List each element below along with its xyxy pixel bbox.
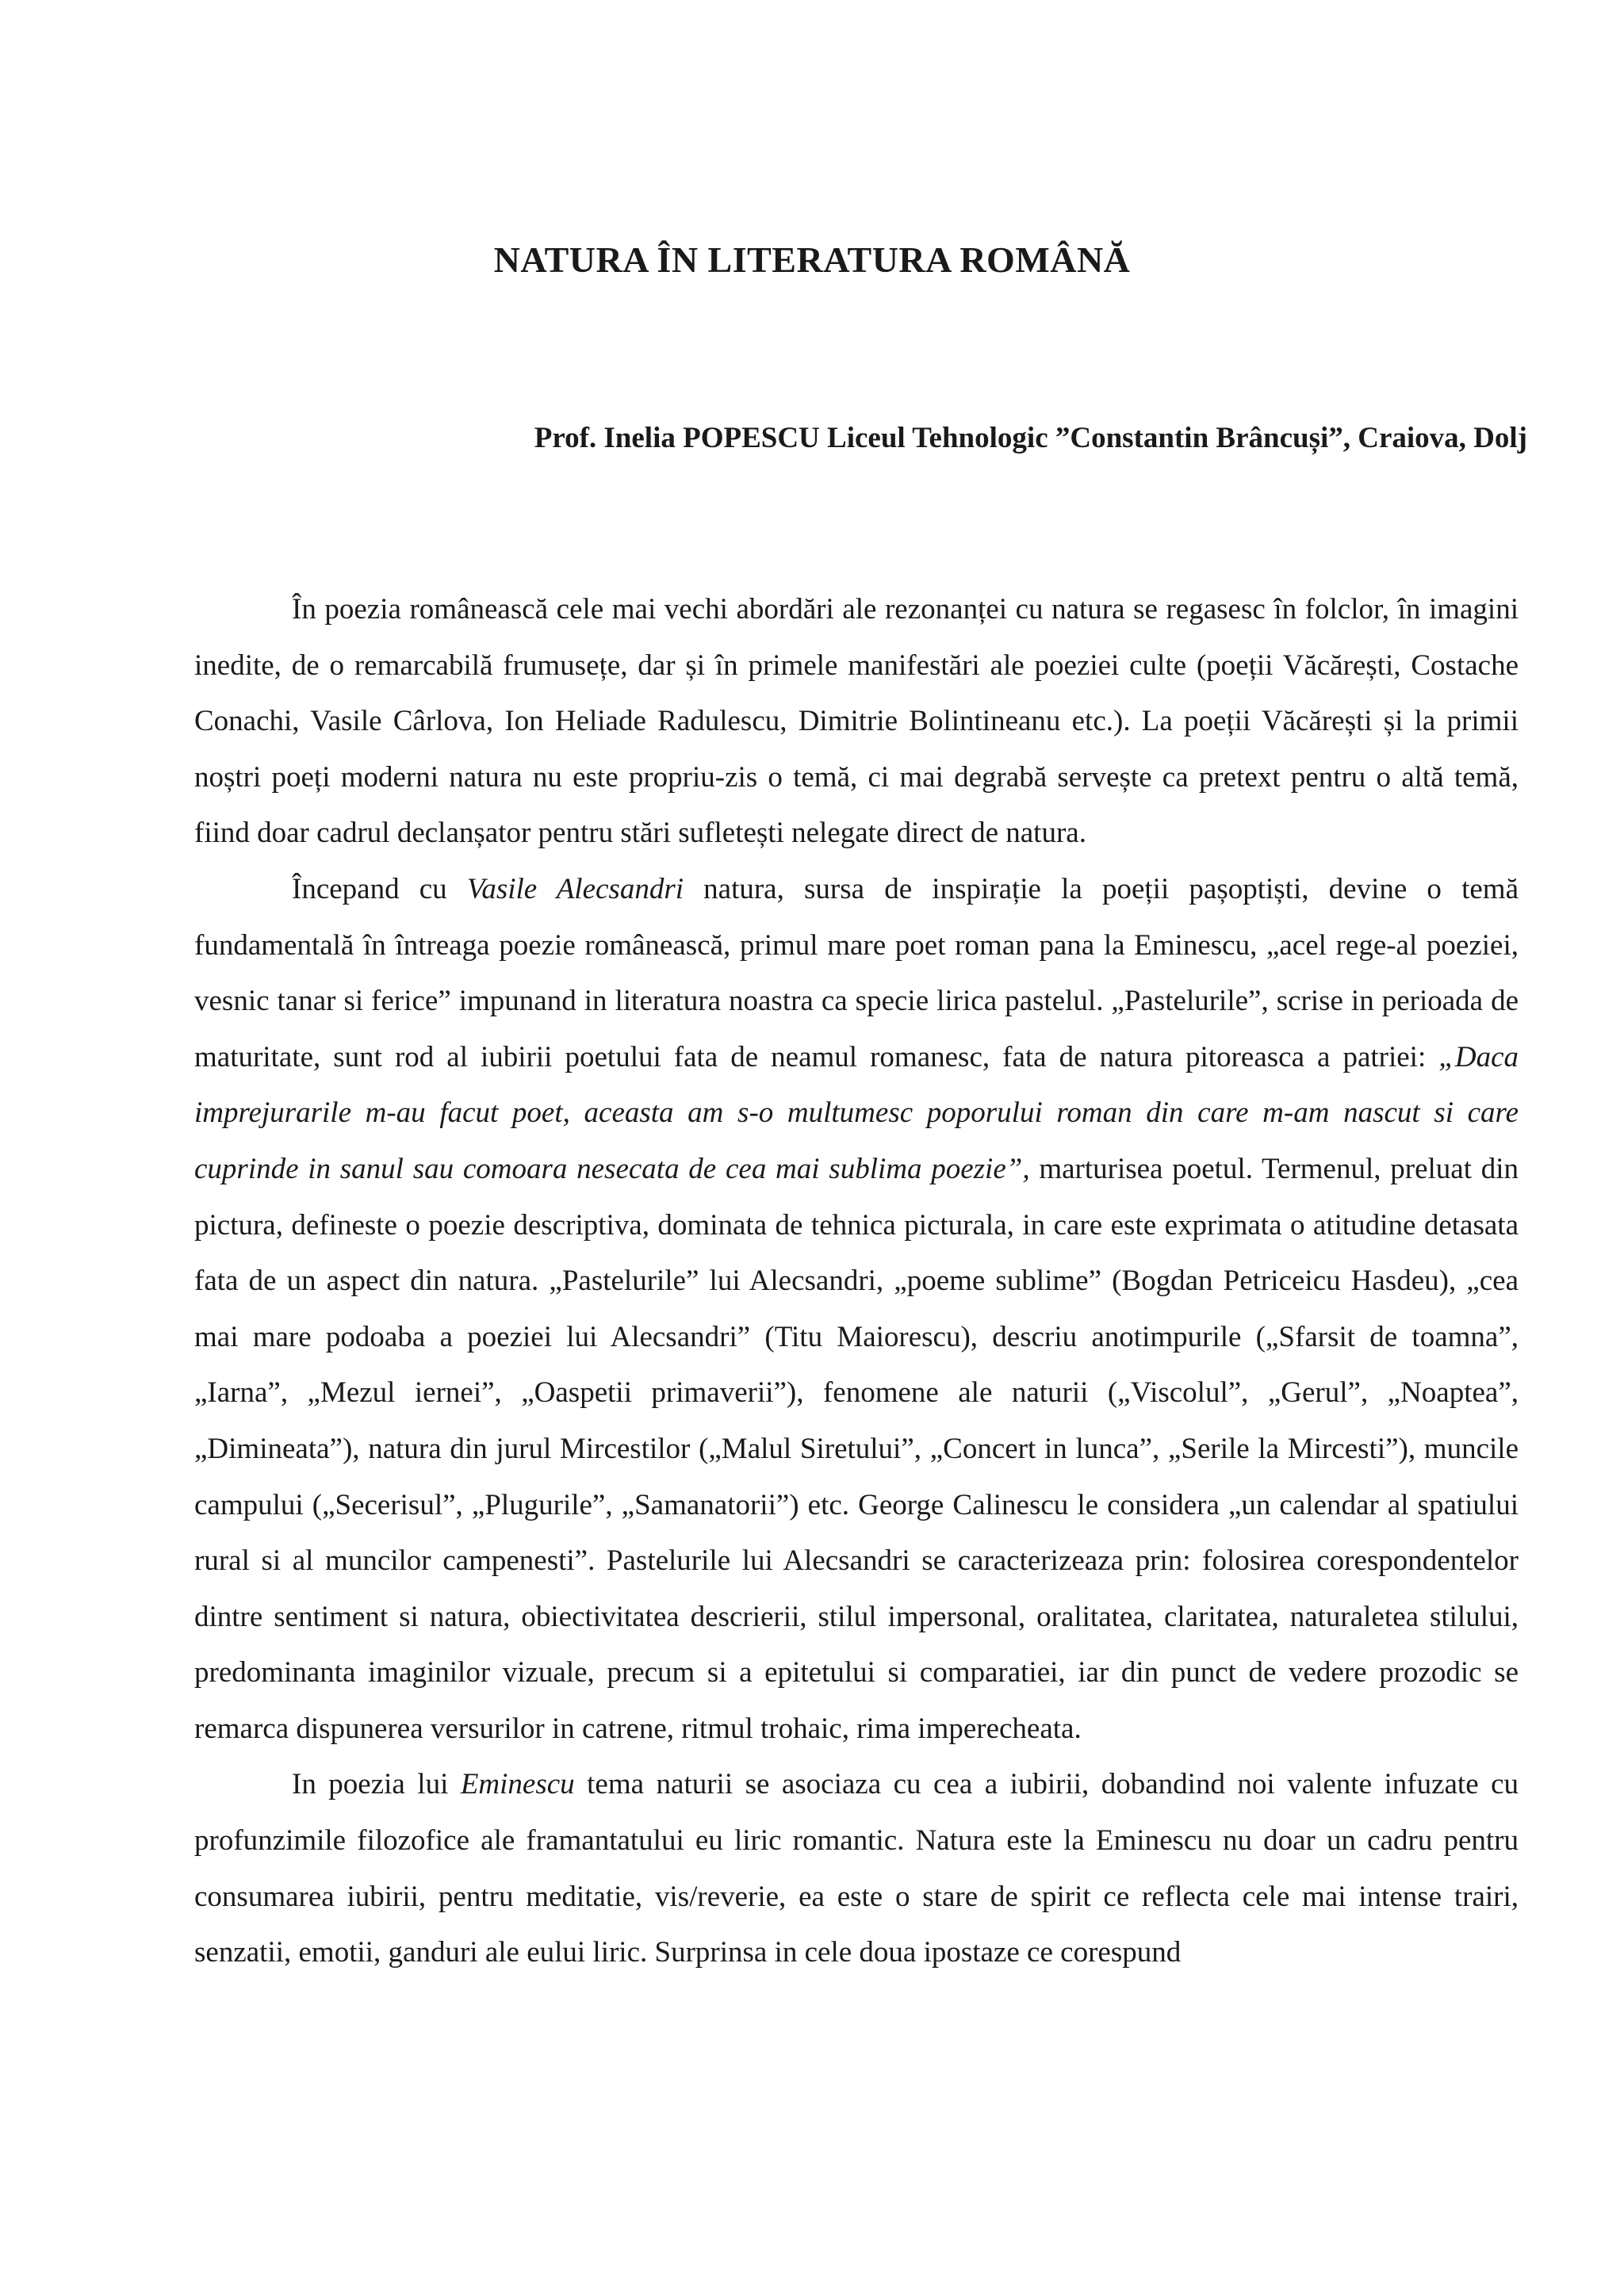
- author-line: Prof. Inelia POPESCU Liceul Tehnologic ”Constantin Brâncuși”, Craiova, Dolj: [534, 422, 1527, 454]
- paragraph-text: In poezia lui: [292, 1768, 461, 1801]
- italic-quote: „Daca imprejurarile m-au facut poet, aceasta am s-o multumesc poporului roman din care m-am nascut si care cuprinde in sanul sau comoara nesecata de cea mai sublima poezie”,: [194, 1040, 1519, 1185]
- italic-author-name: Vasile Alecsandri: [466, 872, 684, 905]
- paragraph-text: În poezia românească cele mai vechi abordări ale rezonanței cu natura se regasesc în folclor, în imagini inedite, de o remarcabilă frumusețe, dar și în primele manifestări ale poeziei culte (poeții Văcărești, Costache Conachi, Vasile Cârlova, Ion Heliade Radulescu, Dimitrie Bolintineanu etc.). La poeții Văcărești și la primii noștri poeți moderni natura nu este propriu-zis o temă, ci mai degrabă servește ca pretext pentru o altă temă, fiind doar cadrul declanșator pentru stări sufletești nelegate direct de natura.: [194, 593, 1519, 850]
- paragraph-text: marturisea poetul. Termenul, preluat din pictura, defineste o poezie descriptiva, dominata de tehnica picturala, in care este exprimata o atitudine detasata fata de un aspect din natura. „Pastelurile” lui Alecsandri, „poeme sublime” (Bogdan Petriceicu Hasdeu), „cea mai mare podoaba a poeziei lui Alecsandri” (Titu Maiorescu), descriu anotimpurile („Sfarsit de toamna”, „Iarna”, „Mezul iernei”, „Oaspetii primaverii”), fenomene ale naturii („Viscolul”, „Gerul”, „Noaptea”, „Dimineata”), natura din jurul Mircestilor („Malul Siretului”, „Concert in lunca”, „Serile la Mircesti”), muncile campului („Secerisul”, „Plugurile”, „Samanatorii”) etc. George Calinescu le considera „un calendar al spatiului rural si al muncilor campenesti”. Pastelurile lui Alecsandri se caracterizeaza prin: folosirea corespondentelor dintre sentiment si natura, obiectivitatea descrierii, stilul impersonal, oralitatea, claritatea, naturaletea stilului, predominanta imaginilor vizuale, precum si a epitetului si comparatiei, iar din punct de vedere prozodic se remarca dispunerea versurilor in catrene, ritmul trohaic, rima imperecheata.: [194, 1152, 1519, 1745]
- paragraph-text: Începand cu: [292, 872, 467, 905]
- document-title: NATURA ÎN LITERATURA ROMÂNĂ: [493, 239, 1131, 280]
- paragraph: [194, 1757, 1519, 1980]
- italic-author-name: Eminescu: [460, 1768, 575, 1801]
- paragraph-text: natura, sursa de inspirație la poeții pașoptiști, devine o temă fundamentală în întreaga poezie românească, primul mare poet roman pana la Eminescu, „acel rege-al poeziei, vesnic tanar si ferice” impunand in literatura noastra ca specie lirica pastelul. „Pastelurile”, scrise in perioada de maturitate, sunt rod al iubirii poetului fata de neamul romanesc, fata de natura pitoreasca a patriei:: [194, 872, 1519, 1073]
- paragraph: [194, 862, 1519, 1758]
- paragraph: [194, 582, 1519, 862]
- body-text: [194, 582, 1519, 1981]
- paragraph-text: tema naturii se asociaza cu cea a iubirii, dobandind noi valente infuzate cu profunzimile filozofice ale framantatului eu liric romantic. Natura este la Eminescu nu doar un cadru pentru consumarea iubirii, pentru meditatie, vis/reverie, ea este o stare de spirit ce reflecta cele mai intense trairi, senzatii, emotii, ganduri ale eului liric. Surprinsa in cele doua ipostaze ce corespund: [194, 1768, 1519, 1969]
